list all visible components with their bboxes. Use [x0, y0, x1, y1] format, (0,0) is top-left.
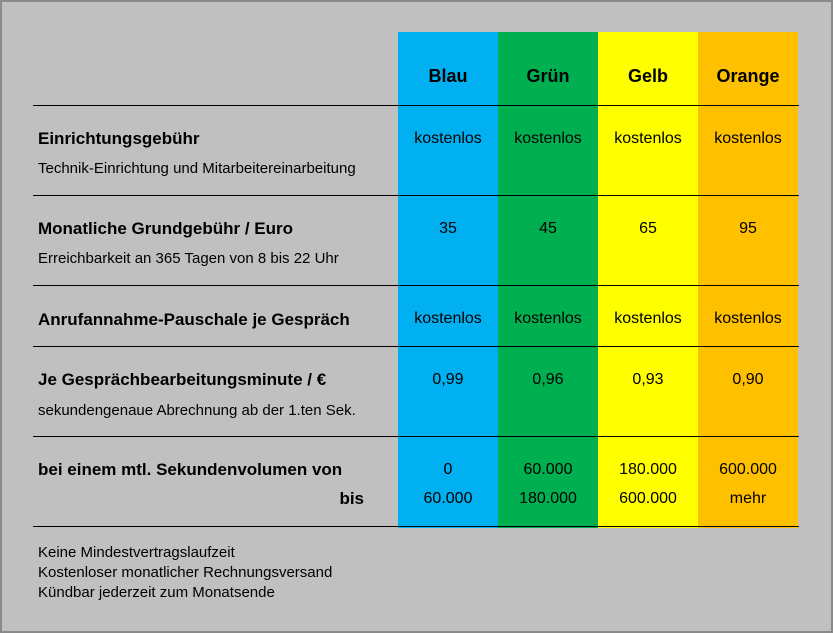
footer-note: Keine Mindestvertragslaufzeit — [38, 544, 235, 561]
cell-volume-to-orange: mehr — [729, 490, 767, 507]
cell-flatrate-blau: kostenlos — [414, 310, 482, 327]
cell-setup-orange: kostenlos — [714, 130, 782, 147]
row-sub-setup: Technik-Einrichtung und Mitarbeitereinarbeitung — [38, 160, 356, 177]
cell-monthly-blau: 35 — [439, 220, 457, 237]
cell-flatrate-gruen: kostenlos — [514, 310, 582, 327]
column-band-blau — [398, 32, 498, 528]
row-label-volume: bei einem mtl. Sekundenvolumen von — [38, 460, 343, 479]
row-divider — [33, 436, 799, 437]
cell-perminute-orange: 0,90 — [732, 371, 764, 388]
row-label-flatrate: Anrufannahme-Pauschale je Gespräch — [38, 310, 350, 329]
cell-setup-blau: kostenlos — [414, 130, 482, 147]
cell-perminute-gelb: 0,93 — [632, 371, 664, 388]
cell-setup-gruen: kostenlos — [514, 130, 582, 147]
row-divider — [33, 195, 799, 196]
footer-note: Kündbar jederzeit zum Monatsende — [38, 584, 275, 601]
cell-monthly-gelb: 65 — [639, 220, 657, 237]
row-label-monthly: Monatliche Grundgebühr / Euro — [38, 219, 293, 238]
cell-perminute-gruen: 0,96 — [532, 371, 564, 388]
row-divider — [33, 285, 799, 286]
cell-volume-from-orange: 600.000 — [719, 461, 777, 478]
column-band-orange — [698, 32, 798, 528]
footer-note: Kostenloser monatlicher Rechnungsversand — [38, 564, 333, 581]
row-sub-perminute: sekundengenaue Abrechnung ab der 1.ten Sek. — [38, 402, 356, 419]
column-band-gelb — [598, 32, 698, 528]
row-label-bis: bis — [339, 489, 364, 508]
row-label-setup: Einrichtungsgebühr — [38, 129, 200, 148]
cell-monthly-gruen: 45 — [539, 220, 557, 237]
row-divider — [33, 105, 799, 106]
cell-volume-to-gelb: 600.000 — [619, 490, 677, 507]
row-divider — [33, 346, 799, 347]
cell-flatrate-orange: kostenlos — [714, 310, 782, 327]
row-divider — [33, 526, 799, 527]
cell-volume-from-gelb: 180.000 — [619, 461, 677, 478]
cell-volume-to-gruen: 180.000 — [519, 490, 577, 507]
cell-monthly-orange: 95 — [739, 220, 757, 237]
row-sub-monthly: Erreichbarkeit an 365 Tagen von 8 bis 22 Uhr — [38, 250, 339, 267]
cell-volume-from-blau: 0 — [443, 461, 453, 478]
cell-perminute-blau: 0,99 — [432, 371, 464, 388]
cell-setup-gelb: kostenlos — [614, 130, 682, 147]
row-label-perminute: Je Gesprächbearbeitungsminute / € — [38, 370, 327, 389]
header-blau: Blau — [428, 66, 468, 86]
cell-volume-from-gruen: 60.000 — [523, 461, 573, 478]
column-band-gruen — [498, 32, 598, 528]
header-orange: Orange — [716, 66, 780, 86]
cell-volume-to-blau: 60.000 — [423, 490, 473, 507]
header-gelb: Gelb — [627, 66, 668, 86]
cell-flatrate-gelb: kostenlos — [614, 310, 682, 327]
header-gruen: Grün — [526, 66, 570, 86]
